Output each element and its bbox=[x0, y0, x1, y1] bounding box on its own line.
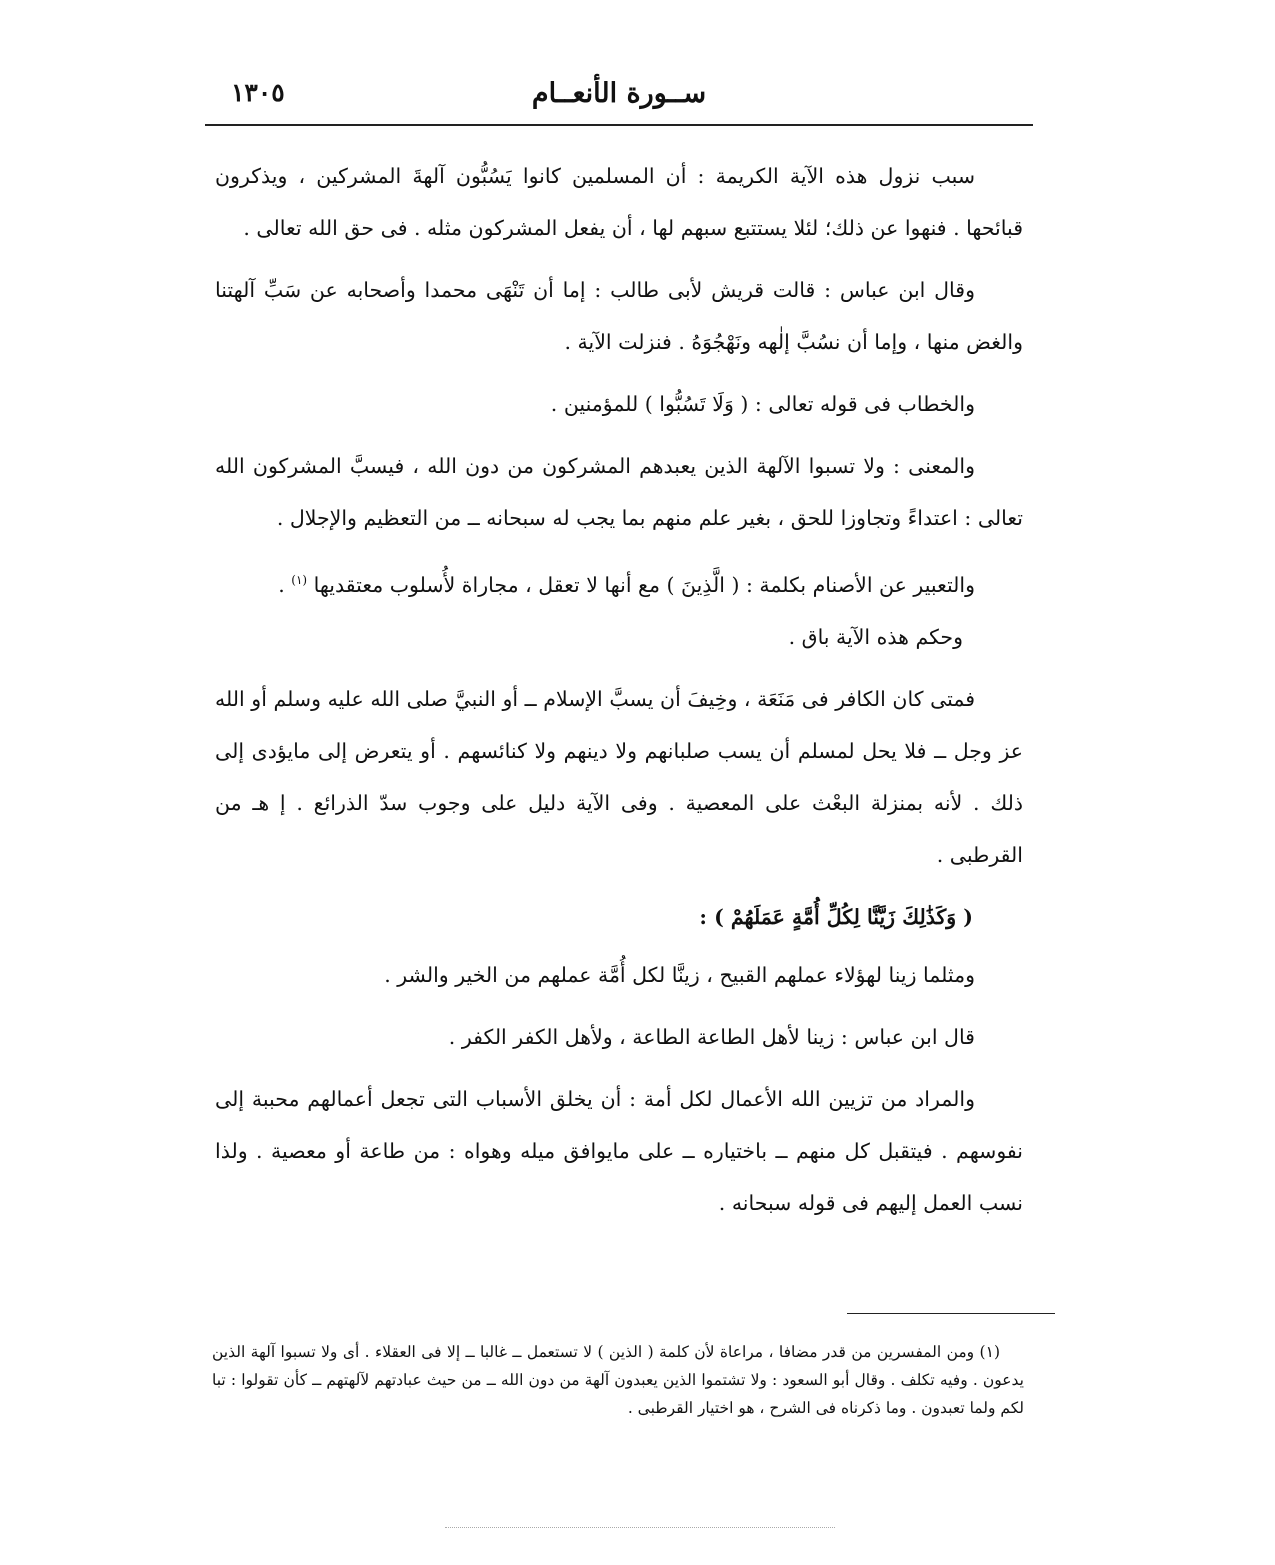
paragraph-revelation-cause: سبب نزول هذه الآية الكريمة : أن المسلمين كانوا يَسُبُّون آلهةَ المشركين ، ويذكرون قبائحها . فنهوا عن ذلك؛ لئلا يستتبع سبهم لها ، أن يفعل المشركون مثله . فى حق الله تعالى . bbox=[215, 164, 1023, 240]
page-header bbox=[205, 78, 1033, 122]
footnote-marker: (١) bbox=[291, 573, 308, 587]
paragraph-adornment: ومثلما زينا لهؤلاء عملهم القبيح ، زينَّا لكل أُمَّة عملهم من الخير والشر . bbox=[384, 962, 975, 987]
paragraph-ruling: وحكم هذه الآية باق . bbox=[788, 624, 963, 649]
page-number: ١٣٠٥ bbox=[231, 78, 285, 107]
paragraph-address: والخطاب فى قوله تعالى : ( وَلَا تَسُبُّوا ) للمؤمنين . bbox=[550, 392, 975, 416]
paragraph-expression-text: والتعبير عن الأصنام بكلمة : ( الَّذِينَ ) مع أنها لا تعقل ، مجاراة لأُسلوب معتقديها bbox=[313, 572, 975, 597]
footnote-1: (١) ومن المفسرين من قدر مضافا ، مراعاة لأن كلمة ( الذين ) لا تستعمل ــ غالبا ــ إلا فى العقلاء . أى ولا تسبوا آلهة الذين يدعون . وفيه تكلف . وقال أبو السعود : ولا تشتموا الذين يعبدون آلهة من دون الله ــ من حيث عبادتهم لآلهتهم ــ كأن تقولوا : تبا لكم ولما تعبدون . وما ذكرناه فى الشرح ، هو اختيار القرطبى . bbox=[212, 1343, 1024, 1417]
bottom-scan-mark bbox=[445, 1527, 835, 1528]
paragraph-disbeliever: فمتى كان الكافر فى مَنَعَة ، وخِيفَ أن يسبَّ الإسلام ــ أو النبيَّ صلى الله عليه وسلم أو الله عز وجل ــ فلا يحل لمسلم أن يسب صلبانهم ولا دينهم ولا كنائسهم . أو يتعرض إلى مايؤدى إلى ذلك . لأنه بمنزلة البعْث على المعصية . وفى الآية دليل على وجوب سدّ الذرائع . إ هـ من القرطبى . bbox=[215, 686, 1023, 867]
footnotes bbox=[212, 1338, 1024, 1422]
paragraph-ibn-abbas-quraysh: وقال ابن عباس : قالت قريش لأبى طالب : إما أن تَنْهَى محمدا وأصحابه عن سَبِّ آلهتنا والغض منها ، وإما أن نسُبَّ إلٰهه ونَهْجُوَهُ . فنزلت الآية . bbox=[215, 278, 1023, 354]
header-divider bbox=[205, 124, 1033, 126]
paragraph-intended-meaning: والمراد من تزيين الله الأعمال لكل أمة : أن يخلق الأسباب التى تجعل أعمالهم محببة إلى نفوسهم . فيتقبل كل منهم ــ باختياره ــ على مايوافق ميله وهواه : من طاعة أو معصية . ولذا نسب العمل إليهم فى قوله سبحانه . bbox=[215, 1086, 1023, 1215]
paragraph-ibn-abbas-adornment: قال ابن عباس : زينا لأهل الطاعة الطاعة ، ولأهل الكفر الكفر . bbox=[448, 1024, 975, 1049]
main-text bbox=[215, 150, 1023, 1239]
surah-title: ســورة الأنعــام bbox=[531, 78, 707, 109]
verse-quote: ( وَكَذَٰلِكَ زَيَّنَّا لِكُلِّ أُمَّةٍ عَمَلَهُمْ ) : bbox=[699, 904, 973, 929]
paragraph-meaning: والمعنى : ولا تسبوا الآلهة الذين يعبدهم المشركون من دون الله ، فيسبَّ المشركون الله تعالى : اعتداءً وتجاوزا للحق ، بغير علم منهم بما يجب له سبحانه ــ من التعظيم والإجلال . bbox=[215, 454, 1023, 530]
footnote-divider bbox=[847, 1313, 1055, 1314]
paragraph-expression: والتعبير عن الأصنام بكلمة : ( الَّذِينَ ) مع أنها لا تعقل ، مجاراة لأُسلوب معتقديها $^{(١)}$ . bbox=[278, 572, 975, 597]
